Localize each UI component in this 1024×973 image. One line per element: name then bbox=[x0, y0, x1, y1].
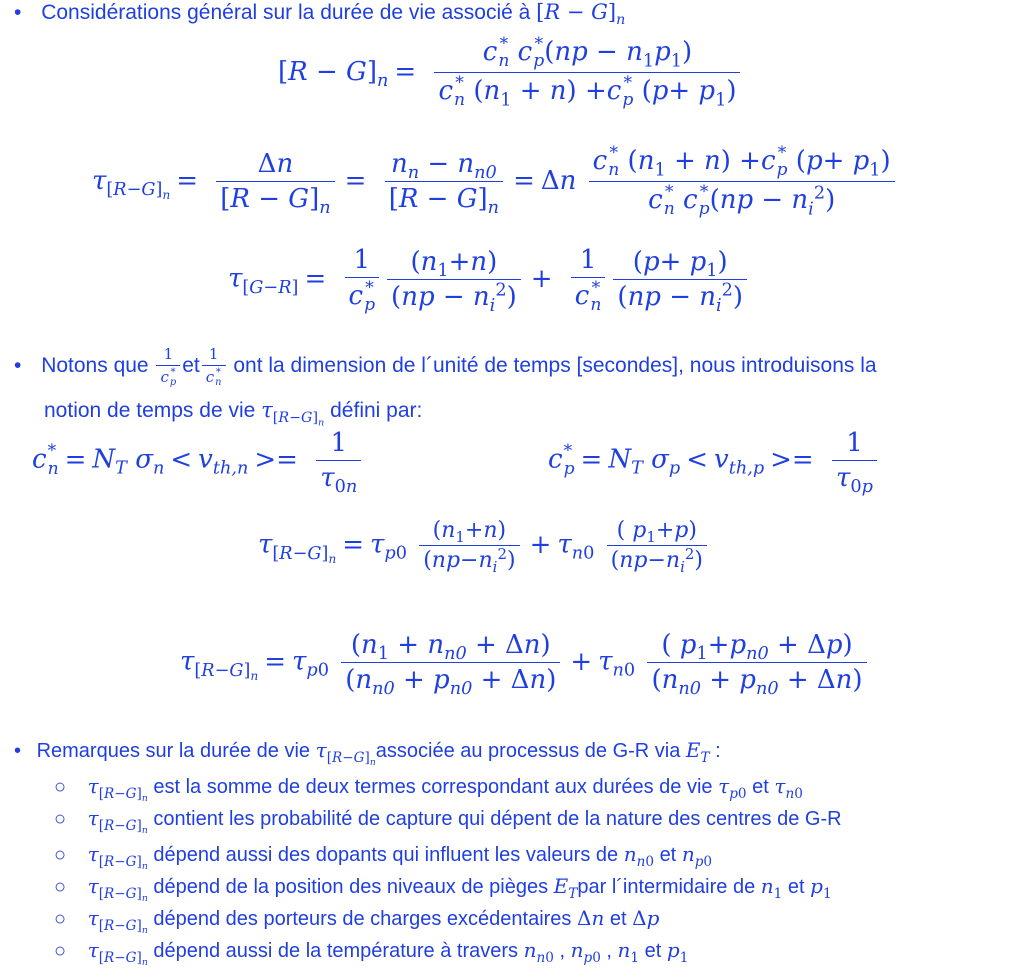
bullet-3 bbox=[14, 738, 721, 768]
sub-item-6-text: dépend aussi de la température à travers bbox=[153, 940, 519, 962]
bullet-2-text-a: Notons que bbox=[41, 354, 149, 377]
equation-tau-gr: $\tau_{[G-R]}$ = 1 c * p $\frac{(n_1+n)}{(np - n_i^2)}$ + 1 c * n $\frac{(p+ p_1)}{(np - n_i^2)}$ bbox=[228, 245, 751, 314]
sub-item-1-text: est la somme de deux termes correspondant aux durées de vie bbox=[153, 776, 713, 798]
sub-item-5-text: dépend des porteurs de charges excédentaires bbox=[153, 908, 572, 930]
equation-tau-rg-full: $\tau_{[R-G]_n} = \tau_{p0}$ $\frac{(n_1 + n_{n0} + \Delta n)}{(n_{n0} + p_{n0} + \Delta n)}$ + $\tau_{n0}$ $\frac{( p_1+p_{n0} + \Delta p)}{(n_{n0} + p_{n0} + \Delta n)}$ bbox=[180, 630, 871, 695]
bullet-2-line-2 bbox=[44, 398, 423, 429]
tau-rg-symbol: $\tau_{[R-G]_n}$ bbox=[87, 874, 148, 904]
sub-item-5 bbox=[54, 906, 660, 936]
tau-rg-symbol: $\tau_{[R-G]_n}$ bbox=[261, 398, 325, 429]
np0-symbol: $n_{p0}$ bbox=[681, 842, 713, 870]
sub-item-6-comma-2: , bbox=[606, 940, 612, 962]
equation-rg: $[R - G]_n$ = c * n c * p $(np - n_1p_1)$ c * n $(n_1 + n) +c$ * p $(p+ p_1)$ bbox=[278, 36, 744, 110]
equation-tau-rg: $\tau_{[R-G]_n}$ = $\frac{\Delta n}{[R - G]_n}$ = $\frac{n_n - n_{n0}}{[R - G]_n}$ = Δn c * n $(n_1 + n) +c$ * p $(p+ p_1)$ c * n c * p $(np - n_i^2)$ bbox=[92, 145, 899, 219]
circle-bullet: ○ bbox=[54, 776, 67, 798]
sub-item-4-et: et bbox=[787, 876, 805, 898]
bullet-3-colon: : bbox=[715, 740, 721, 762]
circle-bullet: ○ bbox=[54, 808, 67, 830]
bullet-2-text-b: ont la dimension de l´unité de temps [secondes], nous introduisons la bbox=[233, 354, 877, 377]
sub-item-6-et: et bbox=[644, 940, 662, 962]
sub-item-2-text: contient les probabilité de capture qui dépent de la nature des centres de G-R bbox=[153, 808, 842, 830]
p1-symbol: $p_1$ bbox=[666, 938, 689, 966]
bullet-1-text: Considérations général sur la durée de vie associé à bbox=[41, 1, 531, 24]
fraction-1-over-cn: 1 c * n bbox=[202, 345, 226, 388]
bullet-2-et: et bbox=[182, 354, 200, 377]
fraction-1-over-cp: 1 c * p bbox=[156, 345, 180, 388]
sub-item-2 bbox=[54, 806, 842, 836]
sub-item-1 bbox=[54, 774, 803, 804]
bullet-1 bbox=[14, 0, 626, 28]
bullet-dot: • bbox=[14, 354, 22, 377]
p1-symbol: $p_1$ bbox=[810, 874, 832, 902]
nn0-symbol: $n_{n0}$ bbox=[523, 938, 554, 966]
sub-item-4-text: dépend de la position des niveaux de pièges bbox=[153, 876, 549, 898]
n1-symbol: $n_1$ bbox=[617, 938, 640, 966]
tau-rg-symbol: $\tau_{[R-G]_n}$ bbox=[87, 806, 148, 836]
np0-symbol: $n_{p0}$ bbox=[570, 938, 601, 966]
sub-item-6-comma-1: , bbox=[559, 940, 566, 962]
bullet-2-text-d: défini par: bbox=[330, 399, 423, 422]
tau-rg-symbol: $\tau_{[R-G]_n}$ bbox=[87, 774, 148, 804]
circle-bullet: ○ bbox=[54, 908, 67, 930]
delta-n-symbol: Δn bbox=[576, 906, 605, 930]
sub-item-4 bbox=[54, 874, 832, 904]
bullet-3-text-a: Remarques sur la durée de vie bbox=[36, 740, 311, 762]
bullet-3-text-b: associée au processus de G-R via bbox=[375, 740, 681, 762]
et-symbol: $E_T$ bbox=[553, 874, 578, 902]
delta-p-symbol: Δp bbox=[632, 906, 660, 930]
nn0-symbol: $n_{n0}$ bbox=[623, 842, 654, 870]
tau-n0-symbol: $\tau_{n0}$ bbox=[774, 774, 803, 802]
sub-item-3 bbox=[54, 842, 713, 872]
tau-rg-symbol: $\tau_{[R-G]_n}$ bbox=[87, 938, 148, 968]
rg-n-symbol: $[R - G]_n$ bbox=[536, 0, 626, 28]
circle-bullet: ○ bbox=[54, 844, 67, 866]
et-symbol: $E_T$ bbox=[685, 738, 710, 766]
equation-tau-rg-tau0: $\tau_{[R-G]_n} = \tau_{p0}$ $\frac{(n_1+n)}{(np-n_i^2)}$ + $\tau_{n0}$ $\frac{( p_1+p)}{(np-n_i^2)}$ bbox=[258, 518, 711, 573]
equation-cp-star: c * p = $N_T$ $\sigma_p < v_{th,p}$ >= $\frac{1}{\tau_{0p}}$ bbox=[548, 428, 881, 493]
bullet-2-text-c: notion de temps de vie bbox=[44, 399, 256, 422]
sub-item-6 bbox=[54, 938, 689, 968]
tau-p0-symbol: $\tau_{p0}$ bbox=[718, 774, 747, 802]
circle-bullet: ○ bbox=[54, 876, 67, 898]
tau-rg-symbol: $\tau_{[R-G]_n}$ bbox=[87, 842, 148, 872]
sub-item-4-par: par l´intermidaire de bbox=[577, 876, 756, 898]
tau-rg-symbol: $\tau_{[R-G]_n}$ bbox=[315, 738, 376, 768]
equation-cn-star: c * n = $N_T$ $\sigma_n < v_{th,n}$ >= $\frac{1}{\tau_{0n}}$ bbox=[32, 428, 365, 493]
bullet-2 bbox=[14, 345, 877, 388]
circle-bullet: ○ bbox=[54, 940, 67, 962]
bullet-dot: • bbox=[14, 1, 22, 24]
bullet-dot: • bbox=[14, 740, 22, 762]
n1-symbol: $n_1$ bbox=[760, 874, 783, 902]
tau-rg-symbol: $\tau_{[R-G]_n}$ bbox=[87, 906, 148, 936]
sub-item-1-et: et bbox=[752, 776, 769, 798]
sub-item-5-et: et bbox=[609, 908, 627, 930]
sub-item-3-text: dépend aussi des dopants qui influent les valeurs de bbox=[153, 844, 619, 866]
sub-item-3-et: et bbox=[659, 844, 677, 866]
